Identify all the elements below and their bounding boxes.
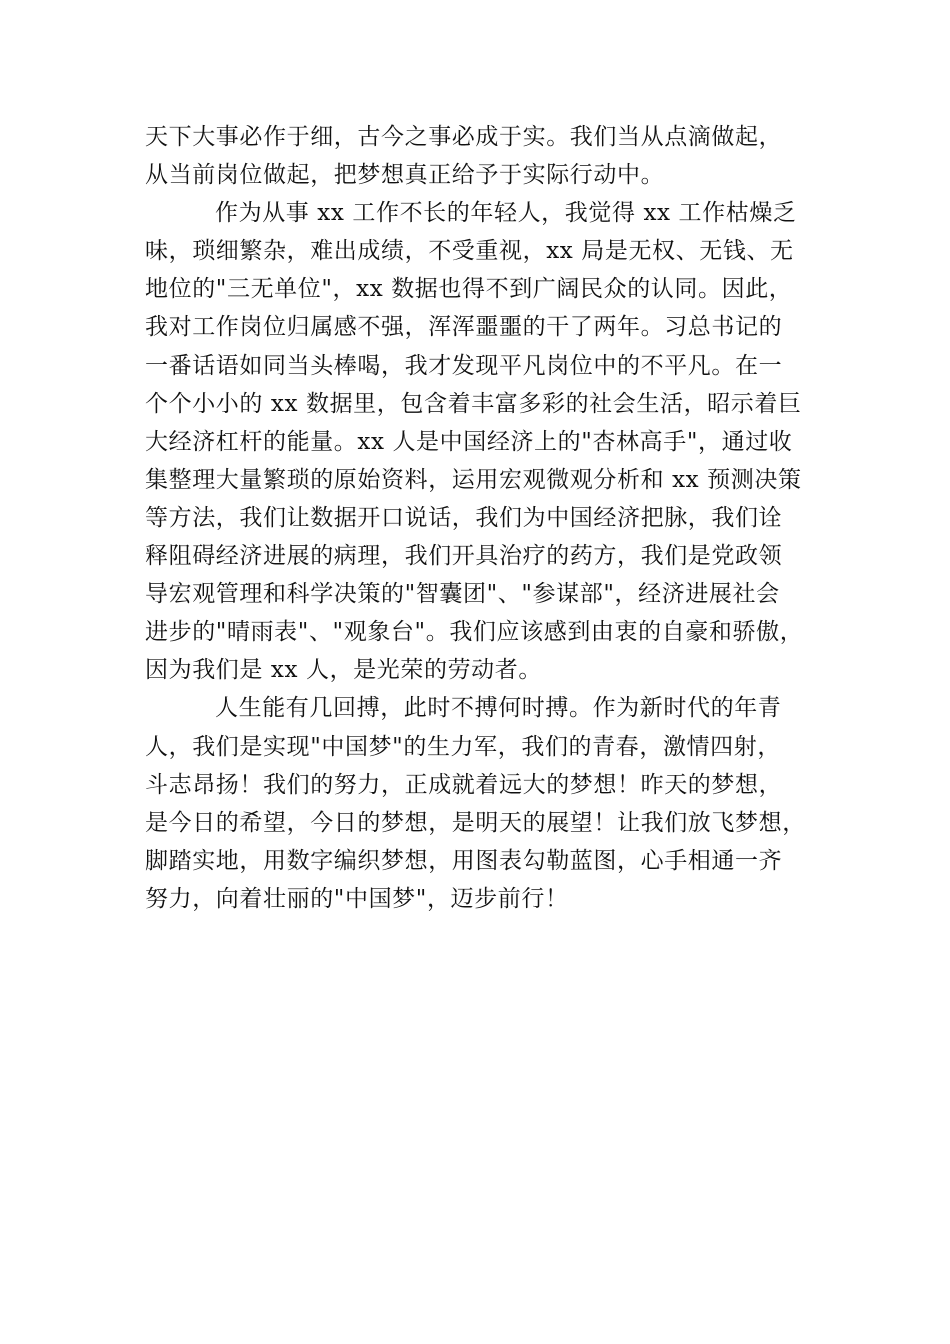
text-line: 导宏观管理和科学决策的"智囊团"、"参谋部"，经济进展社会 (145, 581, 780, 608)
text-line: 作为从事 xx 工作不长的年轻人，我觉得 xx 工作枯燥乏 (215, 200, 797, 227)
paragraph (145, 194, 810, 689)
text-line: 是今日的希望，今日的梦想，是明天的展望！让我们放飞梦想， (145, 809, 806, 836)
text-line: 斗志昂扬！我们的努力，正成就着远大的梦想！昨天的梦想， (145, 771, 783, 798)
paragraph (145, 689, 810, 918)
text-line: 人，我们是实现"中国梦"的生力军，我们的青春，激情四射， (145, 733, 781, 760)
text-line: 大经济杠杆的能量。xx 人是中国经济上的"杏林高手"，通过收 (145, 428, 793, 455)
text-line: 进步的"晴雨表"、"观象台"。我们应该感到由衷的自豪和骄傲， (145, 619, 804, 646)
text-line: 等方法，我们让数据开口说话，我们为中国经济把脉，我们诠 (145, 504, 783, 531)
text-line: 集整理大量繁琐的原始资料，运用宏观微观分析和 xx 预测决策 (145, 466, 802, 493)
text-line: 味，琐细繁杂，难出成绩，不受重视，xx 局是无权、无钱、无 (145, 238, 794, 265)
text-line: 从当前岗位做起，把梦想真正给予于实际行动中。 (145, 162, 665, 189)
text-line: 努力，向着壮丽的"中国梦"，迈步前行！ (145, 885, 569, 912)
text-line: 地位的"三无单位"，xx 数据也得不到广阔民众的认同。因此， (145, 276, 793, 303)
document-body (145, 118, 810, 918)
text-line: 因为我们是 xx 人，是光荣的劳动者。 (145, 657, 542, 684)
text-line: 释阻碍经济进展的病理，我们开具治疗的药方，我们是党政领 (145, 543, 783, 570)
text-line: 我对工作岗位归属感不强，浑浑噩噩的干了两年。习总书记的 (145, 314, 783, 341)
text-line: 脚踏实地，用数字编织梦想，用图表勾勒蓝图，心手相通一齐 (145, 847, 783, 874)
text-line: 一番话语如同当头棒喝，我才发现平凡岗位中的不平凡。在一 (145, 352, 783, 379)
text-line: 人生能有几回搏，此时不搏何时搏。作为新时代的年青 (215, 695, 782, 722)
text-line: 个个小小的 xx 数据里，包含着丰富多彩的社会生活，昭示着巨 (145, 390, 802, 417)
text-line: 天下大事必作于细，古今之事必成于实。我们当从点滴做起， (145, 124, 783, 150)
paragraph (145, 118, 810, 194)
